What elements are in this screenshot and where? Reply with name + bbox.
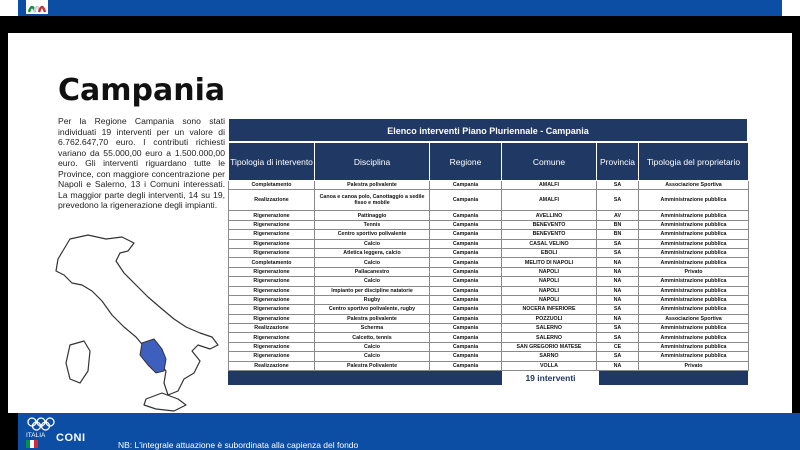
cell-regione: Campania [430, 248, 502, 257]
cell-comune: NAPOLI [502, 286, 597, 295]
total-interventions: 19 interventi [501, 371, 600, 385]
cell-provincia: NA [597, 314, 639, 323]
cell-regione: Campania [430, 286, 502, 295]
cell-proprietario: Amministrazione pubblica [639, 305, 749, 314]
cell-provincia: AV [597, 211, 639, 220]
cell-comune: NAPOLI [502, 295, 597, 304]
table-row [229, 181, 749, 190]
cell-proprietario: Associazione Sportiva [639, 181, 749, 190]
italy-map [50, 233, 230, 413]
cell-provincia: SA [597, 190, 639, 211]
cell-provincia: SA [597, 239, 639, 248]
interventions-table-wrapper [228, 118, 748, 385]
cell-disciplina: Centro sportivo polivalente, rugby [315, 305, 430, 314]
cell-proprietario: Amministrazione pubblica [639, 333, 749, 342]
cell-regione: Campania [430, 267, 502, 276]
cell-tipologia: Rigenerazione [229, 248, 315, 257]
cell-provincia: BN [597, 220, 639, 229]
cell-comune: NAPOLI [502, 267, 597, 276]
table-row [229, 333, 749, 342]
cell-disciplina: Calcio [315, 239, 430, 248]
footer-bar [18, 413, 800, 450]
cell-regione: Campania [430, 324, 502, 333]
cell-comune: SALERNO [502, 324, 597, 333]
cell-tipologia: Rigenerazione [229, 277, 315, 286]
cell-tipologia: Rigenerazione [229, 211, 315, 220]
table-footer [228, 371, 748, 385]
cell-disciplina: Calcio [315, 352, 430, 361]
cell-regione: Campania [430, 352, 502, 361]
cell-regione: Campania [430, 258, 502, 267]
cell-disciplina: Tennis [315, 220, 430, 229]
header-proprietario: Tipologia del proprietario [639, 143, 749, 181]
cell-regione: Campania [430, 333, 502, 342]
cell-provincia: SA [597, 305, 639, 314]
cell-comune: MELITO DI NAPOLI [502, 258, 597, 267]
cell-proprietario: Amministrazione pubblica [639, 352, 749, 361]
cell-tipologia: Rigenerazione [229, 305, 315, 314]
table-row [229, 352, 749, 361]
cell-proprietario: Amministrazione pubblica [639, 258, 749, 267]
cell-comune: SARNO [502, 352, 597, 361]
cell-regione: Campania [430, 230, 502, 239]
table-row [229, 295, 749, 304]
cell-proprietario: Amministrazione pubblica [639, 342, 749, 351]
cell-disciplina: Calcio [315, 258, 430, 267]
coni-logo-text: CONI [56, 432, 86, 444]
cell-disciplina: Canoa e canoa polo, Canottaggio a sedile fisso e mobile [315, 190, 430, 211]
table-row [229, 314, 749, 323]
cell-disciplina: Rugby [315, 295, 430, 304]
cell-provincia: SA [597, 324, 639, 333]
cell-disciplina: Impianto per discipline natatorie [315, 286, 430, 295]
cell-regione: Campania [430, 361, 502, 370]
table-row [229, 248, 749, 257]
header-disciplina: Disciplina [315, 143, 430, 181]
cell-regione: Campania [430, 314, 502, 323]
header-regione: Regione [430, 143, 502, 181]
cell-proprietario: Amministrazione pubblica [639, 190, 749, 211]
cell-tipologia: Realizzazione [229, 190, 315, 211]
table-row [229, 305, 749, 314]
cell-tipologia: Rigenerazione [229, 342, 315, 351]
cell-comune: SAN GREGORIO MATESE [502, 342, 597, 351]
cell-provincia: CE [597, 342, 639, 351]
cell-disciplina: Pattinaggio [315, 211, 430, 220]
cell-regione: Campania [430, 211, 502, 220]
cell-comune: NAPOLI [502, 277, 597, 286]
table-header-row [229, 143, 749, 181]
cell-provincia: SA [597, 333, 639, 342]
cell-disciplina: Calcio [315, 277, 430, 286]
cell-regione: Campania [430, 305, 502, 314]
cell-disciplina: Scherma [315, 324, 430, 333]
cell-disciplina: Palestra polivalente [315, 314, 430, 323]
cell-comune: POZZUOLI [502, 314, 597, 323]
table-row [229, 361, 749, 370]
cell-provincia: SA [597, 352, 639, 361]
italian-flag [26, 440, 38, 448]
cell-tipologia: Rigenerazione [229, 333, 315, 342]
cell-disciplina: Calcetto, tennis [315, 333, 430, 342]
cell-provincia: NA [597, 277, 639, 286]
cell-regione: Campania [430, 295, 502, 304]
region-description: Per la Regione Campania sono stati individuati 19 interventi per un valore di 6.762.647,70 euro. I contributi richiesti variano da 55.000,00 euro a 1.500.000,00 euro. Gli interventi riguardano tutte le Province, con maggiore concentrazione per Napoli e Salerno, 13 i Comuni interessati. La maggior parte degli interventi, 14 su 19, prevedono la rigenerazione degli impianti. [58, 116, 225, 210]
cell-provincia: NA [597, 295, 639, 304]
table-row [229, 258, 749, 267]
header-provincia: Provincia [597, 143, 639, 181]
cell-regione: Campania [430, 220, 502, 229]
cell-proprietario: Amministrazione pubblica [639, 248, 749, 257]
header-tipologia: Tipologia di intervento [229, 143, 315, 181]
cell-disciplina: Atletica leggera, calcio [315, 248, 430, 257]
cell-regione: Campania [430, 181, 502, 190]
cell-proprietario: Amministrazione pubblica [639, 295, 749, 304]
cell-comune: BENEVENTO [502, 230, 597, 239]
cell-regione: Campania [430, 342, 502, 351]
olympic-rings-icon [26, 417, 56, 431]
cell-comune: EBOLI [502, 248, 597, 257]
cell-tipologia: Completamento [229, 258, 315, 267]
cell-disciplina: Palestra polivalente [315, 181, 430, 190]
cell-tipologia: Rigenerazione [229, 286, 315, 295]
cell-regione: Campania [430, 239, 502, 248]
table-row [229, 230, 749, 239]
cell-proprietario: Associazione Sportiva [639, 314, 749, 323]
interventions-table [228, 142, 749, 371]
cell-provincia: SA [597, 248, 639, 257]
table-row [229, 190, 749, 211]
cell-proprietario: Amministrazione pubblica [639, 324, 749, 333]
table-row [229, 239, 749, 248]
cell-provincia: SA [597, 181, 639, 190]
cell-tipologia: Rigenerazione [229, 220, 315, 229]
italia-flag-logo [26, 0, 48, 14]
cell-comune: SALERNO [502, 333, 597, 342]
header-comune: Comune [502, 143, 597, 181]
cell-comune: AMALFI [502, 190, 597, 211]
table-row [229, 220, 749, 229]
table-body [229, 181, 749, 371]
cell-comune: BENEVENTO [502, 220, 597, 229]
top-bar [0, 0, 800, 16]
cell-disciplina: Centro sportivo polivalente [315, 230, 430, 239]
cell-proprietario: Amministrazione pubblica [639, 220, 749, 229]
cell-disciplina: Palestra Polivalente [315, 361, 430, 370]
table-row [229, 267, 749, 276]
italia-label: ITALIA [26, 432, 46, 439]
cell-comune: NOCERA INFERIORE [502, 305, 597, 314]
cell-regione: Campania [430, 277, 502, 286]
slide [8, 33, 792, 413]
cell-tipologia: Realizzazione [229, 361, 315, 370]
cell-tipologia: Rigenerazione [229, 295, 315, 304]
cell-comune: AMALFI [502, 181, 597, 190]
table-caption: Elenco interventi Piano Pluriennale - Campania [228, 118, 748, 142]
cell-tipologia: Rigenerazione [229, 352, 315, 361]
cell-proprietario: Amministrazione pubblica [639, 211, 749, 220]
cell-tipologia: Rigenerazione [229, 230, 315, 239]
cell-tipologia: Rigenerazione [229, 239, 315, 248]
cell-disciplina: Calcio [315, 342, 430, 351]
cell-comune: AVELLINO [502, 211, 597, 220]
table-row [229, 286, 749, 295]
cell-tipologia: Rigenerazione [229, 314, 315, 323]
table-row [229, 277, 749, 286]
table-row [229, 342, 749, 351]
cell-disciplina: Pallacanestro [315, 267, 430, 276]
table-row [229, 324, 749, 333]
cell-proprietario: Amministrazione pubblica [639, 239, 749, 248]
cell-tipologia: Completamento [229, 181, 315, 190]
cell-proprietario: Privato [639, 267, 749, 276]
cell-comune: CASAL VELINO [502, 239, 597, 248]
cell-regione: Campania [430, 190, 502, 211]
table-row [229, 211, 749, 220]
page-title: Campania [58, 73, 226, 108]
cell-comune: VOLLA [502, 361, 597, 370]
cell-provincia: NA [597, 258, 639, 267]
cell-proprietario: Amministrazione pubblica [639, 230, 749, 239]
cell-tipologia: Rigenerazione [229, 267, 315, 276]
footer-note: NB: L'integrale attuazione è subordinata alla capienza del fondo [118, 440, 359, 450]
cell-proprietario: Privato [639, 361, 749, 370]
cell-provincia: NA [597, 286, 639, 295]
cell-provincia: BN [597, 230, 639, 239]
cell-provincia: NA [597, 361, 639, 370]
top-blue-band [18, 0, 782, 16]
cell-tipologia: Realizzazione [229, 324, 315, 333]
cell-provincia: NA [597, 267, 639, 276]
cell-proprietario: Amministrazione pubblica [639, 286, 749, 295]
cell-proprietario: Amministrazione pubblica [639, 277, 749, 286]
